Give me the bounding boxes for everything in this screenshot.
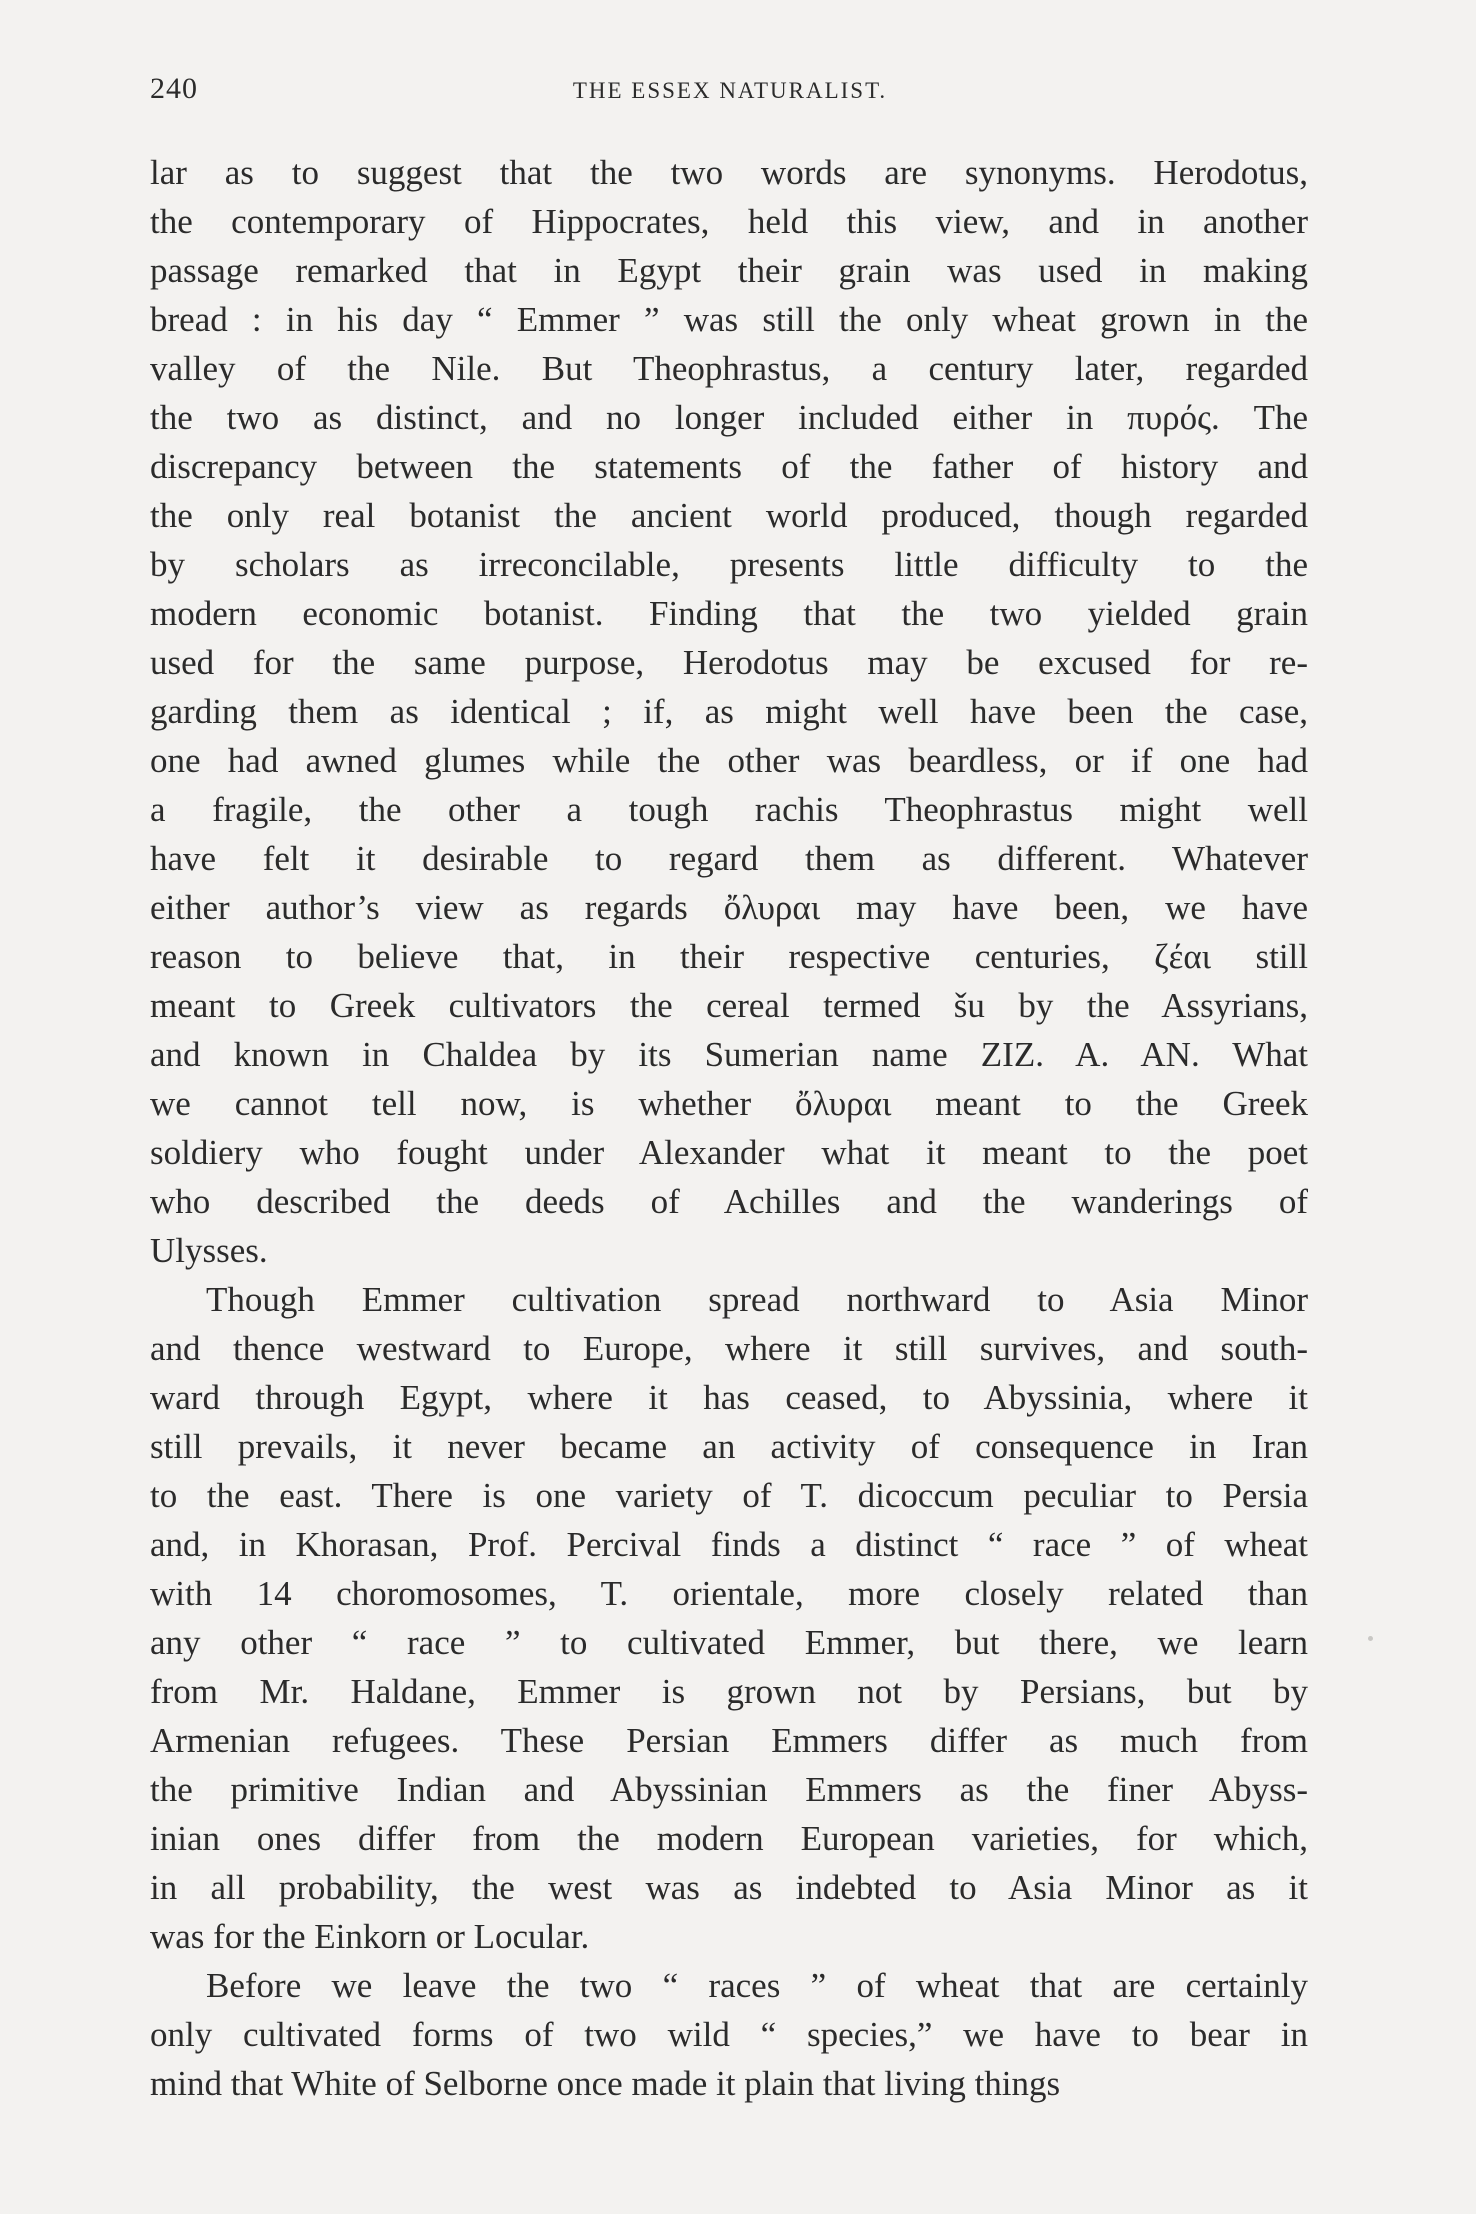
text-line: valley of the Nile. But Theophrastus, a century later, regarded <box>150 349 1308 388</box>
text-line: used for the same purpose, Herodotus may be excused for re- <box>150 643 1308 682</box>
text-line: mind that White of Selborne once made it plain that living things <box>150 2064 1061 2103</box>
text-line: and, in Khorasan, Prof. Percival finds a distinct “ race ” of wheat <box>150 1525 1308 1564</box>
text-line: we cannot tell now, is whether ὄλυραι meant to the Greek <box>150 1084 1308 1123</box>
text-line: a fragile, the other a tough rachis Theophrastus might well <box>150 790 1308 829</box>
text-line: discrepancy between the statements of the father of history and <box>150 447 1308 486</box>
text-line: the contemporary of Hippocrates, held this view, and in another <box>150 202 1308 241</box>
text-line: was for the Einkorn or Locular. <box>150 1917 590 1956</box>
text-line: with 14 choromosomes, T. orientale, more closely related than <box>150 1574 1308 1613</box>
text-line: Armenian refugees. These Persian Emmers differ as much from <box>150 1721 1308 1760</box>
text-line: one had awned glumes while the other was beardless, or if one had <box>150 741 1308 780</box>
text-line: either author’s view as regards ὄλυραι may have been, we have <box>150 888 1308 927</box>
text-line: the two as distinct, and no longer included either in πυρός. The <box>150 398 1308 437</box>
body-text <box>150 148 1308 2108</box>
text-line: bread : in his day “ Emmer ” was still the only wheat grown in the <box>150 300 1308 339</box>
page-number: 240 <box>150 72 198 105</box>
text-line: and known in Chaldea by its Sumerian name ZIZ. A. AN. What <box>150 1035 1308 1074</box>
running-head: THE ESSEX NATURALIST. <box>572 78 888 103</box>
text-line: only cultivated forms of two wild “ species,” we have to bear in <box>150 2015 1308 2054</box>
text-line: ward through Egypt, where it has ceased, to Abyssinia, where it <box>150 1378 1308 1417</box>
text-line: who described the deeds of Achilles and the wanderings of <box>150 1182 1308 1221</box>
text-line: inian ones differ from the modern European varieties, for which, <box>150 1819 1308 1858</box>
text-line: any other “ race ” to cultivated Emmer, but there, we learn <box>150 1623 1308 1662</box>
text-line: meant to Greek cultivators the cereal termed šu by the Assyrians, <box>150 986 1308 1025</box>
text-line: still prevails, it never became an activity of consequence in Iran <box>150 1427 1308 1466</box>
text-line: passage remarked that in Egypt their grain was used in making <box>150 251 1308 290</box>
text-line: have felt it desirable to regard them as different. Whatever <box>150 839 1308 878</box>
text-line: in all probability, the west was as indebted to Asia Minor as it <box>150 1868 1308 1907</box>
paper-speck <box>1368 1636 1373 1641</box>
text-line: reason to believe that, in their respective centuries, ζέαι still <box>150 937 1308 976</box>
page-header <box>150 72 1310 122</box>
text-line: Before we leave the two “ races ” of wheat that are certainly <box>206 1966 1308 2005</box>
text-line: soldiery who fought under Alexander what it meant to the poet <box>150 1133 1308 1172</box>
text-line: to the east. There is one variety of T. dicoccum peculiar to Persia <box>150 1476 1308 1515</box>
text-line: the only real botanist the ancient world produced, though regarded <box>150 496 1308 535</box>
text-line: Ulysses. <box>150 1231 268 1270</box>
text-line: from Mr. Haldane, Emmer is grown not by Persians, but by <box>150 1672 1308 1711</box>
text-line: modern economic botanist. Finding that the two yielded grain <box>150 594 1308 633</box>
text-line: lar as to suggest that the two words are synonyms. Herodotus, <box>150 153 1308 192</box>
text-line: the primitive Indian and Abyssinian Emmers as the finer Abyss- <box>150 1770 1308 1809</box>
text-line: by scholars as irreconcilable, presents little difficulty to the <box>150 545 1308 584</box>
text-line: garding them as identical ; if, as might well have been the case, <box>150 692 1308 731</box>
text-line: Though Emmer cultivation spread northward to Asia Minor <box>206 1280 1308 1319</box>
text-line: and thence westward to Europe, where it still survives, and south- <box>150 1329 1308 1368</box>
